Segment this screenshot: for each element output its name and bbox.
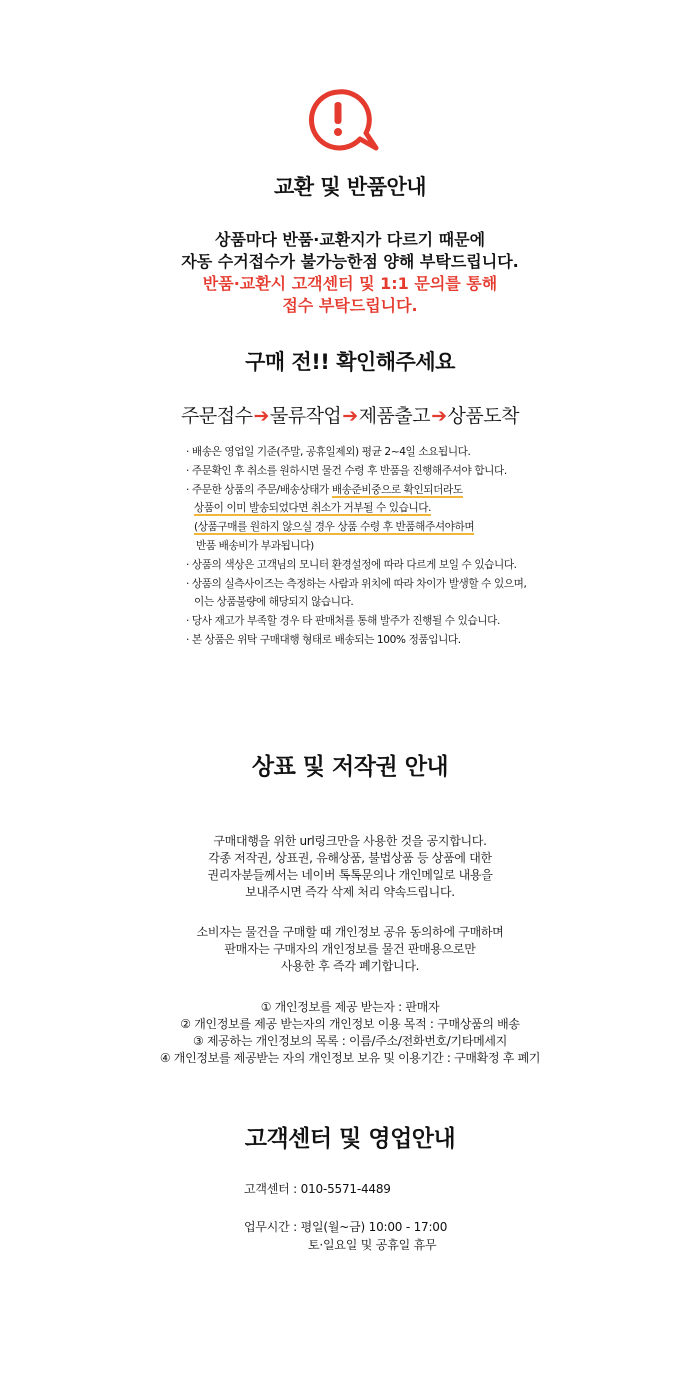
note-item [186, 499, 686, 518]
paragraph-line: 권리자분들께서는 네이버 톡톡문의나 개인메일로 내용을 [207, 868, 493, 882]
trademark-paragraph-2 [0, 924, 700, 975]
privacy-item: ④ 개인정보를 제공받는 자의 개인정보 보유 및 이용기간 : 구매확정 후 폐기 [159, 1051, 541, 1065]
trademark-paragraph-1 [0, 833, 700, 901]
business-hours: 업무시간 : 평일(월~금) 10:00 - 17:00 [244, 1220, 448, 1234]
customer-title: 고객센터 및 영업안내 [244, 1126, 456, 1152]
paragraph-line: 판매자는 구매자의 개인정보를 물건 판매용으로만 [224, 942, 476, 956]
exchange-title: 교환 및 반품안내 [273, 175, 427, 199]
customer-phone: 고객센터 : 010-5571-4489 [244, 1182, 391, 1196]
note-item: · 상품의 색상은 고객님의 모니터 환경설정에 따라 다르게 보일 수 있습니다. [186, 558, 517, 571]
highlighted-text: (상품구매를 원하지 않으실 경우 상품 수령 후 반품해주셔야하며 [194, 521, 475, 534]
paragraph-line: 사용한 후 즉각 폐기합니다. [280, 959, 420, 973]
flow-step-logistics: 물류작업 [269, 405, 342, 427]
arrow-right-icon: ➔ [431, 405, 447, 427]
arrow-right-icon: ➔ [342, 405, 358, 427]
intro-red-line-1: 반품·교환시 고객센터 및 1:1 문의를 통해 [202, 274, 498, 293]
flow-step-order: 주문접수 [181, 405, 253, 427]
flow-step-shipping: 제품출고 [358, 405, 431, 427]
note-item: · 당사 재고가 부족할 경우 타 판매처를 통해 발주가 진행될 수 있습니다. [186, 615, 500, 628]
paragraph-line: 보내주시면 즉각 삭제 처리 약속드립니다. [245, 885, 455, 899]
privacy-item: ③ 제공하는 개인정보의 목록 : 이름/주소/전화번호/기타메세지 [192, 1034, 507, 1048]
note-item: · 주문확인 후 취소를 원하시면 물건 수령 후 반품을 진행해주셔야 합니다. [186, 464, 507, 477]
intro-line-1: 상품마다 반품·교환지가 다르기 때문에 [214, 230, 486, 249]
privacy-item: ① 개인정보를 제공 받는자 : 판매자 [260, 1000, 440, 1014]
exclamation-bubble-icon [300, 86, 380, 156]
intro-line-2: 자동 수거접수가 불가능한점 양해 부탁드립니다. [181, 252, 519, 271]
note-text: · 주문한 상품의 주문/배송상태가 [186, 483, 332, 496]
highlighted-text: 상품이 이미 발송되었다면 취소가 거부될 수 있습니다. [194, 502, 432, 515]
note-item: · 배송은 영업일 기준(주말, 공휴일제외) 평균 2~4일 소요됩니다. [186, 446, 471, 458]
note-item: · 본 상품은 위탁 구매대행 형태로 배송되는 100% 정품입니다. [186, 633, 461, 646]
paragraph-line: 소비자는 물건을 구매할 때 개인정보 공유 동의하에 구매하며 [196, 925, 504, 939]
paragraph-line: 구매대행을 위한 url링크만을 사용한 것을 공지합니다. [213, 834, 487, 848]
privacy-list [0, 999, 700, 1067]
note-item: 이는 상품불량에 해당되지 않습니다. [194, 596, 354, 609]
note-item [186, 518, 686, 537]
holiday-notice: 토·일요일 및 공휴일 휴무 [308, 1238, 437, 1252]
purchase-title: 구매 전!! 확인해주세요 [245, 350, 455, 374]
order-flow [0, 401, 700, 428]
highlighted-text: 배송준비중으로 확인되더라도 [331, 483, 463, 496]
trademark-title: 상표 및 저작권 안내 [251, 754, 449, 780]
flow-step-arrival: 상품도착 [447, 405, 519, 427]
note-item [186, 481, 686, 500]
note-item: 반품 배송비가 부과됩니다) [196, 539, 314, 552]
note-item: · 상품의 실측사이즈는 측정하는 사람과 위치에 따라 차이가 발생할 수 있으며, [186, 577, 527, 590]
purchase-notes [186, 443, 686, 650]
exchange-intro [0, 229, 700, 317]
intro-red-line-2: 접수 부탁드립니다. [282, 296, 418, 315]
paragraph-line: 각종 저작권, 상표권, 유해상품, 불법상품 등 상품에 대한 [208, 851, 492, 865]
arrow-right-icon: ➔ [253, 405, 269, 427]
privacy-item: ② 개인정보를 제공 받는자의 개인정보 이용 목적 : 구매상품의 배송 [180, 1017, 520, 1031]
